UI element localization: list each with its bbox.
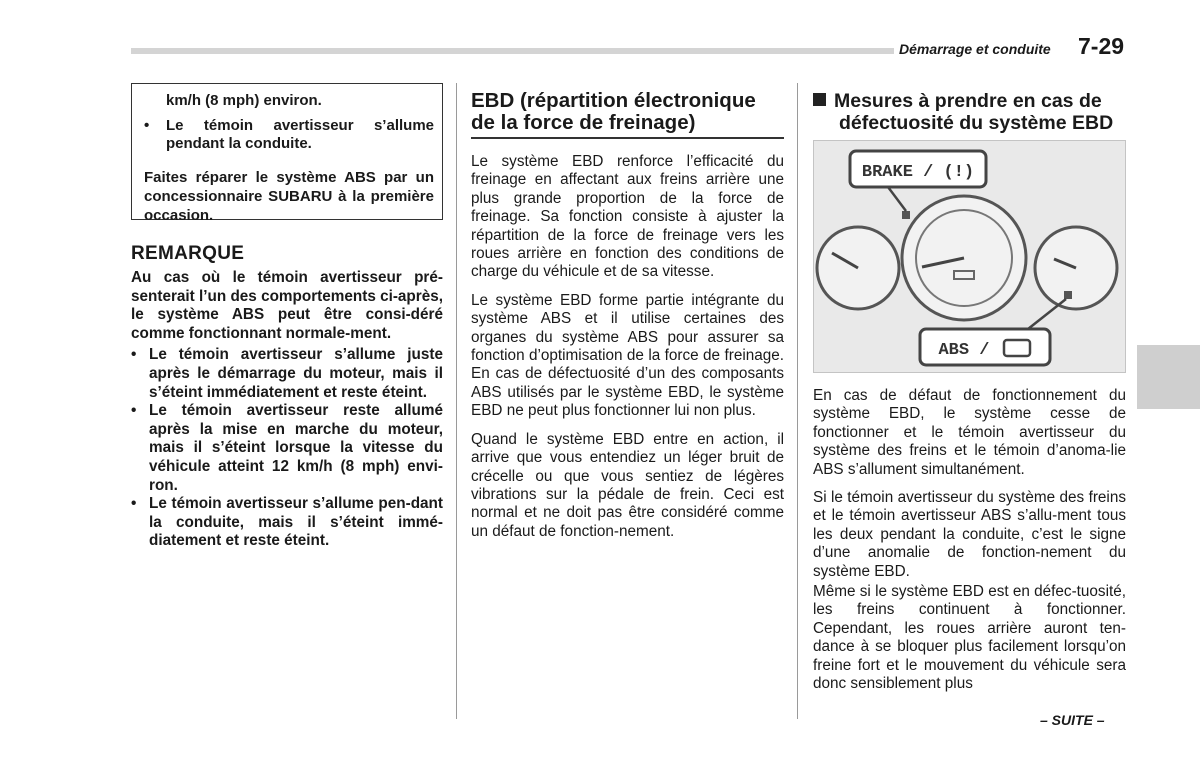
remark-bullet: • Le témoin avertisseur s’allume juste après le démarrage du moteur, mais il s’éteint immédiatement et reste éteint.	[131, 346, 443, 401]
running-header-title: Démarrage et conduite	[899, 41, 1051, 57]
square-bullet-icon	[813, 93, 826, 106]
remark-intro: Au cas où le témoin avertisseur pré-senterait l’un des comportements ci-après, le système ABS peut être consi-déré comme fonctionnant normale-ment.	[131, 269, 443, 342]
ebd-paragraph: Le système EBD forme partie intégrante du système ABS et il utilise certaines des organes du système ABS pour assurer sa fonction d’optimisation de la force de freinage. En cas de défectuosité d’un des composants ABS utilisés par le système EBD, le système EBD ne peut plus fonctionner lui non plus.	[471, 291, 784, 420]
ebd-failure-title: Mesures à prendre en cas de défectuosité du système EBD	[813, 90, 1126, 134]
failure-paragraph: En cas de défaut de fonctionnement du système EBD, le système cesse de fonctionner et le témoin avertisseur du système des freins et le témoin d’anoma-lie ABS s’allument simultanément.	[813, 387, 1126, 478]
failure-paragraph: Si le témoin avertisseur du système des freins et le témoin avertisseur ABS s’allu-ment tous les deux pendant la conduite, c’est le signe d’une anomalie de fonction-nement du système EBD.	[813, 489, 1126, 580]
bullet-icon: •	[144, 116, 150, 134]
column-divider-1	[456, 83, 457, 719]
warning-light-brake-icon	[902, 211, 910, 219]
bullet-icon: •	[131, 346, 137, 364]
warning-box	[131, 83, 443, 224]
instrument-cluster-illustration	[813, 140, 1126, 373]
page-number: 7-29	[1078, 33, 1125, 59]
ebd-failure-body	[813, 387, 1126, 694]
continuation-marker: – SUITE –	[1040, 712, 1105, 728]
remark-bullet: • Le témoin avertisseur s’allume pen-dant la conduite, mais il s’éteint immé-diatement et reste éteint.	[131, 495, 443, 550]
title-rule	[471, 137, 784, 139]
abs-callout-label: ABS /	[938, 341, 990, 360]
remark-bullet: • Le témoin avertisseur reste allumé après la mise en marche du moteur, mais il s’éteint lorsque la vitesse du véhicule atteint 12 km/h (8 mph) envi-ron.	[131, 402, 443, 494]
ebd-paragraph: Quand le système EBD entre en action, il arrive que vous entendiez un léger bruit de crécelle ou que vous sentiez de légères vibrations sur la pédale de frein. Ceci est normal et ne doit pas être considéré comme un défaut de fonction-nement.	[471, 430, 784, 540]
cluster-drawing	[814, 141, 1125, 372]
remark-body	[131, 269, 443, 551]
warning-line: km/h (8 mph) environ.	[166, 92, 322, 109]
warning-light-abs-icon	[1064, 291, 1072, 299]
column-divider-2	[797, 83, 798, 719]
remark-title: REMARQUE	[131, 243, 245, 264]
warning-paragraph: Faites réparer le système ABS par un concessionnaire SUBARU à la première occasion.	[144, 169, 434, 224]
failure-paragraph: Même si le système EBD est en défec-tuosité, les freins continuent à fonctionner. Cependant, les roues arrière auront ten-dance à se bloquer plus facilement lorsqu’on freine fort et le mouvement du véhicule sera donc sensiblement plus	[813, 583, 1126, 693]
ebd-body	[471, 153, 784, 541]
ebd-paragraph: Le système EBD renforce l’efficacité du freinage en affectant aux freins arrière une plus grande proportion de la force de freinage. Sa fonction consiste à ajuster la répartition de la force de freinage vers les roues arrière en fonction des conditions de charge du véhicule et de sa vitesse.	[471, 153, 784, 281]
bullet-icon: •	[131, 495, 137, 513]
bullet-icon: •	[131, 402, 137, 420]
header-rule	[131, 48, 894, 54]
brake-callout-label: BRAKE / (!)	[861, 163, 975, 182]
chapter-side-tab	[1137, 345, 1200, 409]
warning-bullet: • Le témoin avertisseur s’allume pendant la conduite.	[144, 116, 434, 153]
ebd-section-title: EBD (répartition électronique de la force de freinage)	[471, 89, 756, 134]
